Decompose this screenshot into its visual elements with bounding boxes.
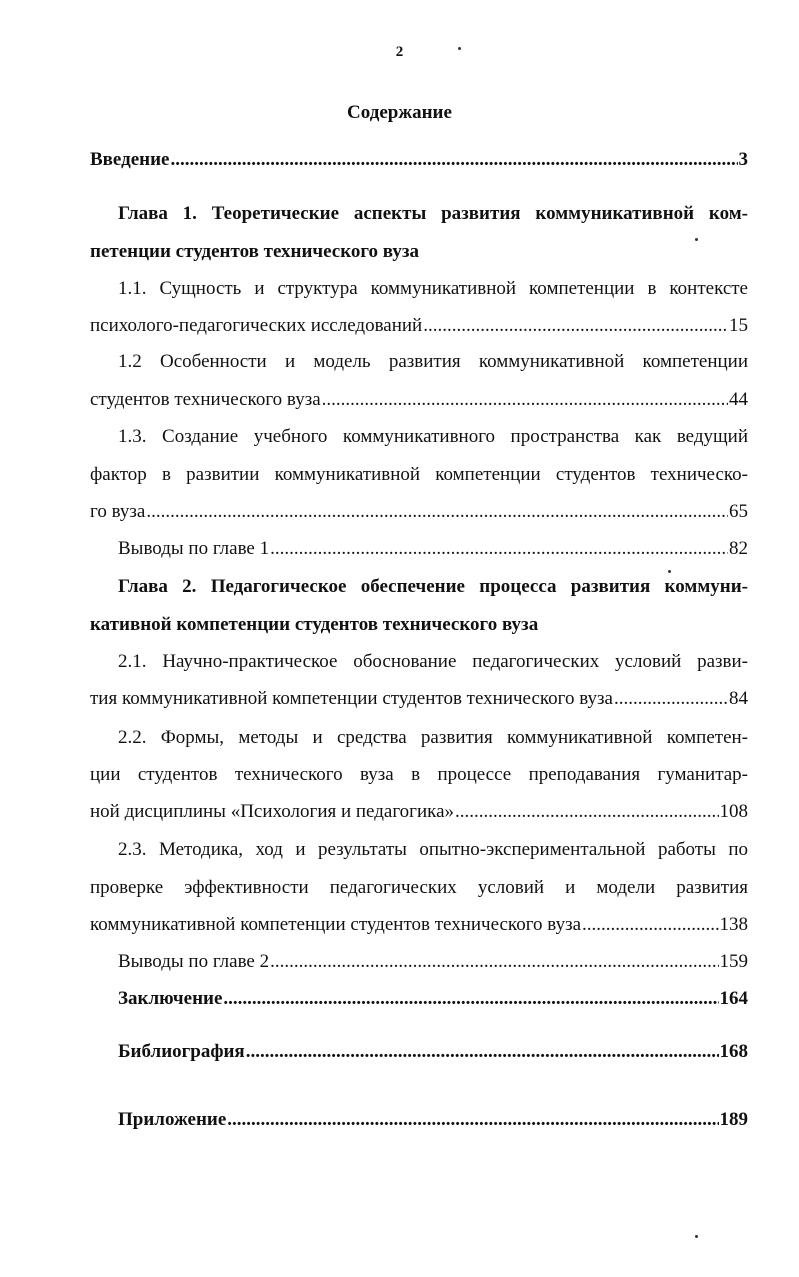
scan-speck [458,47,461,50]
dot-leader [423,314,728,338]
toc-section-line: 1.2 Особенности и модель развития коммуникативной компетенции [118,351,748,372]
toc-label: Приложение [118,1109,227,1130]
toc-section-line: проверке эффективности педагогических условий и модели развития [90,877,748,898]
toc-label: Библиография [118,1041,245,1062]
dot-leader [223,987,718,1011]
toc-chapter-2-line-2: кативной компетенции студентов технического вуза [90,614,539,635]
toc-label: ной дисциплины «Психология и педагогика» [90,801,454,822]
toc-section-line: ции студентов технического вуза в процессе преподавания гуманитар- [90,764,748,785]
toc-page: 189 [719,1109,748,1130]
toc-page: 138 [719,914,748,935]
toc-label: Выводы по главе 1 [118,538,270,559]
toc-section-last-line [90,800,748,824]
scan-speck [668,570,671,573]
toc-section-line: фактор в развитии коммуникативной компетенции студентов техническо- [90,464,748,485]
dot-leader [227,1108,718,1132]
toc-label: коммуникативной компетенции студентов технического вуза [90,914,582,935]
toc-label: го вуза [90,501,146,522]
toc-entry-appendix[interactable] [118,1108,748,1132]
toc-entry-intro[interactable] [90,148,748,172]
toc-label: Выводы по главе 2 [118,951,270,972]
toc-label: тия коммуникативной компетенции студентов технического вуза [90,688,613,709]
toc-section-last-line [90,388,748,412]
toc-section-line: 1.3. Создание учебного коммуникативного пространства как ведущий [118,426,748,447]
toc-page: 84 [729,688,748,709]
toc-chapter-1-line-2: петенции студентов технического вуза [90,241,420,262]
toc-page: 15 [729,315,748,336]
dot-leader [171,148,738,172]
toc-page: 168 [719,1041,748,1062]
dot-leader [322,388,728,412]
dot-leader [582,913,718,937]
toc-label: студентов технического вуза [90,389,321,410]
toc-entry-bibliography[interactable] [118,1040,748,1064]
toc-section-last-line [90,500,748,524]
toc-section-last-line [90,314,748,338]
toc-entry-conclusion[interactable] [118,987,748,1011]
toc-page: 65 [729,501,748,522]
scan-speck [695,1235,698,1238]
toc-label: психолого-педагогических исследований [90,315,423,336]
page-number: 2 [395,44,404,60]
toc-label: Введение [90,149,170,170]
scan-speck [695,238,698,241]
dot-leader [146,500,728,524]
toc-section-last-line [90,913,748,937]
toc-section-line: 2.3. Методика, ход и результаты опытно-экспериментальной работы по [118,839,748,860]
toc-page: 108 [719,801,748,822]
toc-section-line: 2.1. Научно-практическое обоснование педагогических условий разви- [118,651,748,672]
dot-leader [270,950,718,974]
dot-leader [270,537,728,561]
toc-section-line: 2.2. Формы, методы и средства развития коммуникативной компетен- [118,727,748,748]
dot-leader [246,1040,719,1064]
page-title: Содержание [347,102,452,123]
toc-chapter-2-line-1: Глава 2. Педагогическое обеспечение процесса развития коммуни- [118,576,748,597]
toc-page: 164 [719,988,748,1009]
toc-page: 82 [729,538,748,559]
dot-leader [614,687,728,711]
toc-page: 44 [729,389,748,410]
toc-section-last-line [90,687,748,711]
toc-entry-conclusions-2[interactable] [118,950,748,974]
toc-entry-conclusions-1[interactable] [118,537,748,561]
toc-section-line: 1.1. Сущность и структура коммуникативной компетенции в контексте [118,278,748,299]
toc-label: Заключение [118,988,223,1009]
toc-chapter-1-line-1: Глава 1. Теоретические аспекты развития коммуникативной ком- [118,203,748,224]
dot-leader [455,800,719,824]
toc-page: 159 [719,951,748,972]
toc-page: 3 [738,149,748,170]
